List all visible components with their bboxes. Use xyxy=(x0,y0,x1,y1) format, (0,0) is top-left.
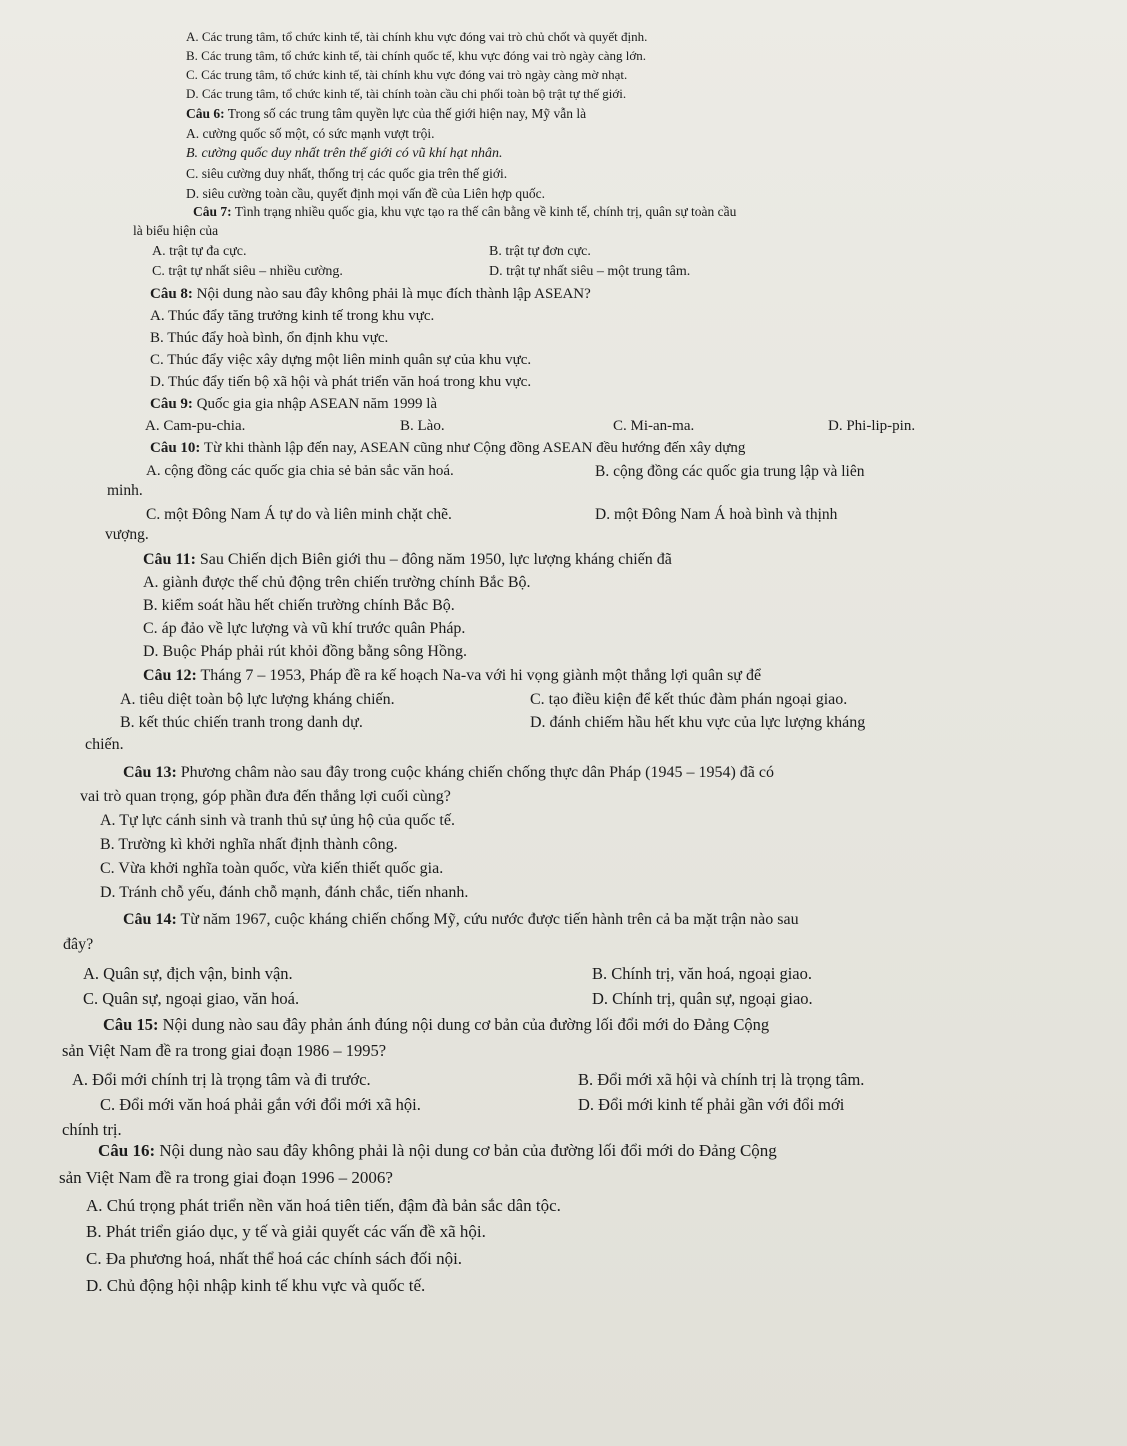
q14-question-line1: Câu 14: Từ năm 1967, cuộc kháng chiến chống Mỹ, cứu nước được tiến hành trên cả ba mặt trận nào sau xyxy=(123,911,799,928)
q15-option-b: B. Đổi mới xã hội và chính trị là trọng tâm. xyxy=(578,1070,865,1089)
q9-option-b: B. Lào. xyxy=(400,418,445,434)
q14-option-b: B. Chính trị, văn hoá, ngoại giao. xyxy=(592,964,812,983)
q15-option-c: C. Đổi mới văn hoá phải gắn với đổi mới xã hội. xyxy=(100,1095,421,1114)
q10-option-c: C. một Đông Nam Á tự do và liên minh chặt chẽ. xyxy=(146,506,452,523)
q9-option-d: D. Phi-lip-pin. xyxy=(828,418,916,434)
q7-option-b: B. trật tự đơn cực. xyxy=(489,244,591,259)
q16-question-line2: sản Việt Nam đề ra trong giai đoạn 1996 – 2006? xyxy=(59,1168,393,1187)
q16-option-a: A. Chú trọng phát triển nền văn hoá tiên tiến, đậm đà bản sắc dân tộc. xyxy=(86,1196,561,1215)
q5-option-c: C. Các trung tâm, tổ chức kinh tế, tài chính khu vực đóng vai trò ngày càng mờ nhạt. xyxy=(186,67,628,82)
q16-option-c: C. Đa phương hoá, nhất thể hoá các chính sách đối nội. xyxy=(86,1249,463,1268)
q8-question: Câu 8: Nội dung nào sau đây không phải là mục đích thành lập ASEAN? xyxy=(150,286,591,302)
q8-option-b: B. Thúc đẩy hoà bình, ổn định khu vực. xyxy=(150,330,389,346)
q5-option-a: A. Các trung tâm, tổ chức kinh tế, tài chính khu vực đóng vai trò chủ chốt và quyết định. xyxy=(186,29,648,44)
q13-question-line2: vai trò quan trọng, góp phần đưa đến thắng lợi cuối cùng? xyxy=(80,788,451,805)
q13-question-line1: Câu 13: Phương châm nào sau đây trong cuộc kháng chiến chống thực dân Pháp (1945 – 1954) đã có xyxy=(123,764,774,781)
q13-option-b: B. Trường kì khởi nghĩa nhất định thành công. xyxy=(100,836,398,853)
q9-option-a: A. Cam-pu-chia. xyxy=(145,418,246,434)
q5-option-d: D. Các trung tâm, tổ chức kinh tế, tài chính toàn cầu chi phối toàn bộ trật tự thế giới. xyxy=(186,86,627,101)
q9-question: Câu 9: Quốc gia gia nhập ASEAN năm 1999 là xyxy=(150,396,438,412)
q15-option-d-cont: chính trị. xyxy=(62,1120,122,1139)
q7-option-c: C. trật tự nhất siêu – nhiều cường. xyxy=(152,264,343,279)
q9-option-c: C. Mi-an-ma. xyxy=(613,418,695,434)
q11-question: Câu 11: Sau Chiến dịch Biên giới thu – đông năm 1950, lực lượng kháng chiến đã xyxy=(143,551,672,568)
q12-option-c: C. tạo điều kiện để kết thúc đàm phán ngoại giao. xyxy=(530,691,848,708)
q16-question-line1: Câu 16: Nội dung nào sau đây không phải là nội dung cơ bản của đường lối đổi mới do Đảng Cộng xyxy=(98,1141,777,1160)
q11-option-d: D. Buộc Pháp phải rút khỏi đồng bằng sông Hồng. xyxy=(143,643,467,660)
q10-option-d: D. một Đông Nam Á hoà bình và thịnh xyxy=(595,506,838,523)
q8-option-c: C. Thúc đẩy việc xây dựng một liên minh quân sự của khu vực. xyxy=(150,352,532,368)
q13-option-c: C. Vừa khởi nghĩa toàn quốc, vừa kiến thiết quốc gia. xyxy=(100,860,444,877)
q12-question: Câu 12: Tháng 7 – 1953, Pháp đề ra kế hoạch Na-va với hi vọng giành một thắng lợi quân sự để xyxy=(143,667,762,684)
q6-option-a: A. cường quốc số một, có sức mạnh vượt trội. xyxy=(186,126,435,141)
q10-option-b-cont: minh. xyxy=(107,482,143,499)
q12-option-b: B. kết thúc chiến tranh trong danh dự. xyxy=(120,714,363,731)
q11-option-c: C. áp đảo về lực lượng và vũ khí trước quân Pháp. xyxy=(143,620,466,637)
q7-question-line1: Câu 7: Tình trạng nhiều quốc gia, khu vực tạo ra thế cân bằng về kinh tế, chính trị, quân sự toàn cầu xyxy=(193,204,737,219)
q13-option-d: D. Tránh chỗ yếu, đánh chỗ mạnh, đánh chắc, tiến nhanh. xyxy=(100,884,469,901)
q14-option-a: A. Quân sự, địch vận, binh vận. xyxy=(83,964,293,983)
q16-option-b: B. Phát triển giáo dục, y tế và giải quyết các vấn đề xã hội. xyxy=(86,1222,486,1241)
q12-option-d: D. đánh chiếm hầu hết khu vực của lực lượng kháng xyxy=(530,714,866,731)
q13-option-a: A. Tự lực cánh sinh và tranh thủ sự ủng hộ của quốc tế. xyxy=(100,812,455,829)
q8-option-a: A. Thúc đẩy tăng trưởng kinh tế trong khu vực. xyxy=(150,308,435,324)
q12-option-d-cont: chiến. xyxy=(85,736,124,753)
q14-option-c: C. Quân sự, ngoại giao, văn hoá. xyxy=(83,989,300,1008)
q11-option-b: B. kiểm soát hầu hết chiến trường chính Bắc Bộ. xyxy=(143,597,455,614)
q7-option-d: D. trật tự nhất siêu – một trung tâm. xyxy=(489,264,691,279)
q7-option-a: A. trật tự đa cực. xyxy=(152,244,247,259)
q10-option-b: B. cộng đồng các quốc gia trung lập và liên xyxy=(595,463,865,480)
q6-option-c: C. siêu cường duy nhất, thống trị các quốc gia trên thế giới. xyxy=(186,166,508,181)
q6-option-d: D. siêu cường toàn cầu, quyết định mọi vấn đề của Liên hợp quốc. xyxy=(186,186,546,201)
q10-option-a: A. cộng đồng các quốc gia chia sẻ bản sắc văn hoá. xyxy=(146,463,454,479)
q6-question: Câu 6: Trong số các trung tâm quyền lực của thế giới hiện nay, Mỹ vẫn là xyxy=(186,106,587,121)
q5-option-b: B. Các trung tâm, tổ chức kinh tế, tài chính quốc tế, khu vực đóng vai trò ngày càng lớn. xyxy=(186,48,646,63)
q14-option-d: D. Chính trị, quân sự, ngoại giao. xyxy=(592,989,813,1008)
q16-option-d: D. Chủ động hội nhập kinh tế khu vực và quốc tế. xyxy=(86,1276,426,1295)
q15-question-line1: Câu 15: Nội dung nào sau đây phản ánh đúng nội dung cơ bản của đường lối đổi mới do Đảng Cộng xyxy=(103,1015,770,1034)
q11-option-a: A. giành được thế chủ động trên chiến trường chính Bắc Bộ. xyxy=(143,574,531,591)
q8-option-d: D. Thúc đẩy tiến bộ xã hội và phát triển văn hoá trong khu vực. xyxy=(150,374,532,390)
q12-option-a: A. tiêu diệt toàn bộ lực lượng kháng chiến. xyxy=(120,691,395,708)
q14-question-line2: đây? xyxy=(63,936,94,953)
q15-option-a: A. Đổi mới chính trị là trọng tâm và đi trước. xyxy=(72,1070,371,1089)
q15-question-line2: sản Việt Nam đề ra trong giai đoạn 1986 – 1995? xyxy=(62,1041,387,1060)
q6-option-b: B. cường quốc duy nhất trên thế giới có vũ khí hạt nhân. xyxy=(186,146,503,161)
q7-question-line2: là biểu hiện của xyxy=(133,223,219,238)
q10-option-d-cont: vượng. xyxy=(105,526,149,543)
q15-option-d: D. Đổi mới kinh tế phải gần với đổi mới xyxy=(578,1095,845,1114)
q10-question: Câu 10: Từ khi thành lập đến nay, ASEAN cũng như Cộng đồng ASEAN đều hướng đến xây dựng xyxy=(150,440,746,456)
